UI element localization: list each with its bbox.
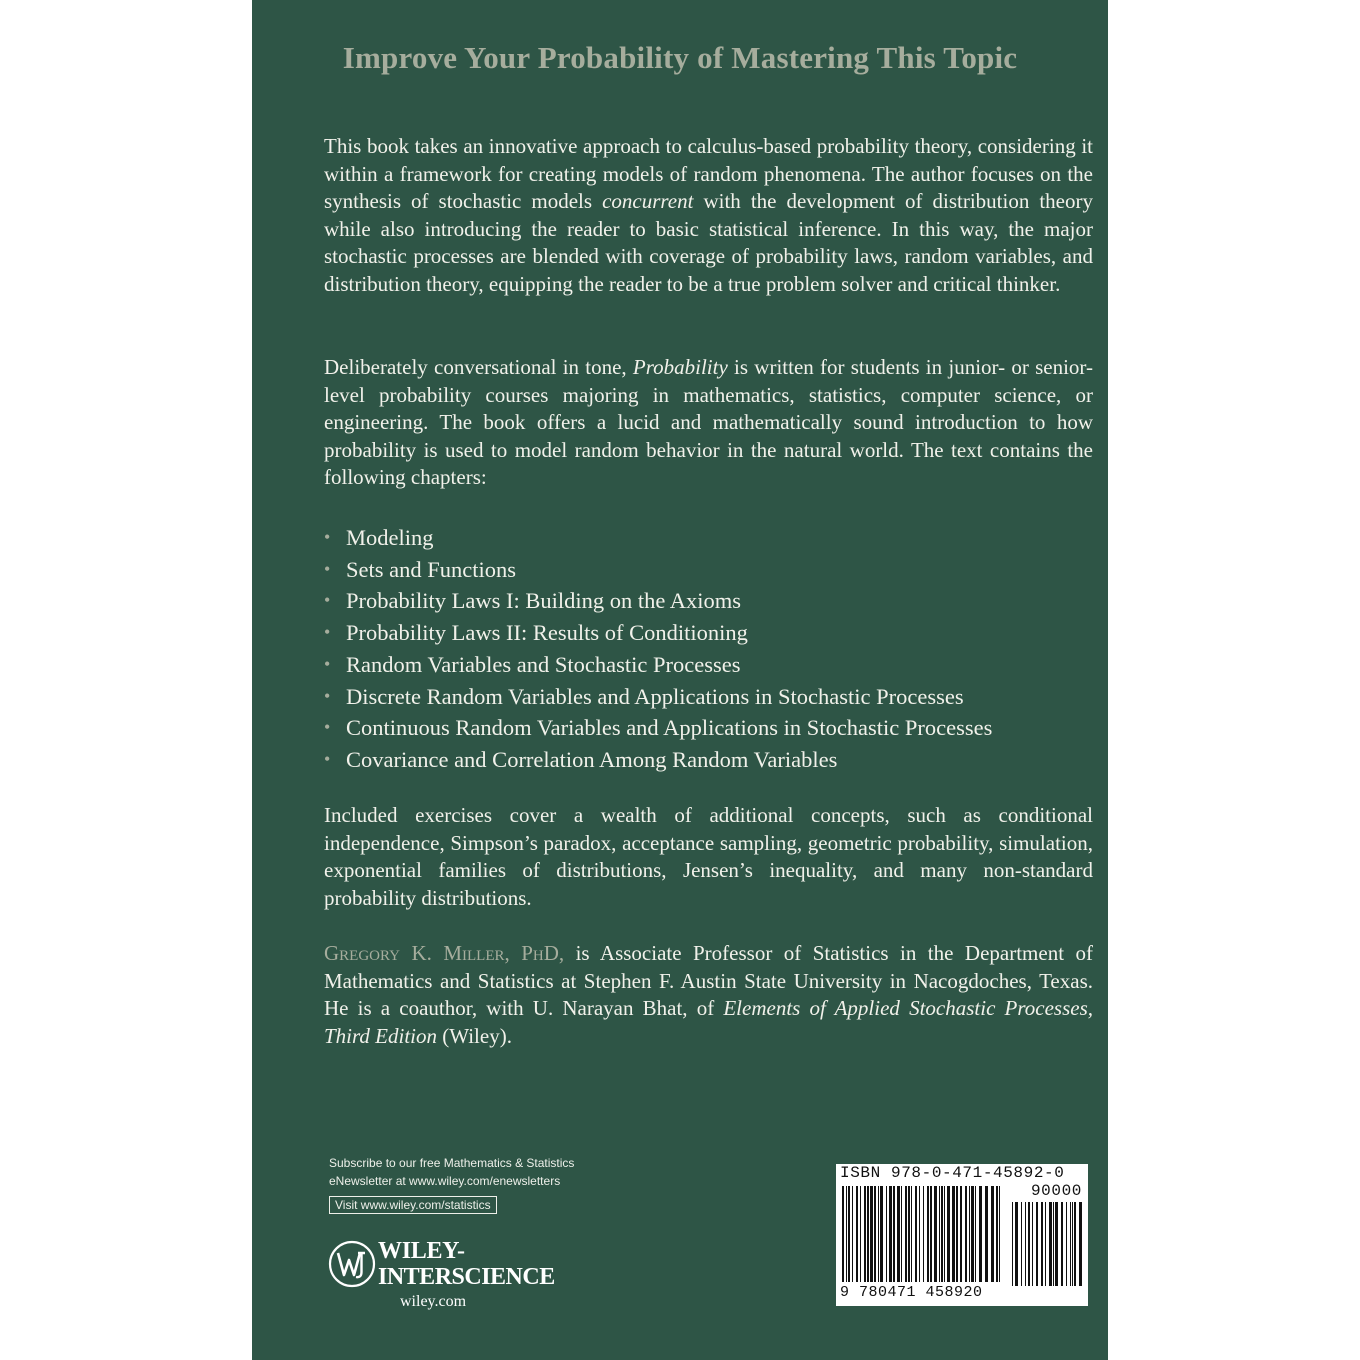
logo-line: INTERSCIENCE (378, 1264, 555, 1290)
barcode-bar (941, 1186, 943, 1282)
barcode-bar (897, 1186, 900, 1282)
barcode-bar (996, 1186, 998, 1282)
bullet-icon: • (324, 717, 331, 738)
newsletter-line: Subscribe to our free Mathematics & Statistics (329, 1156, 575, 1170)
exercises-paragraph: Included exercises cover a wealth of additional concepts, such as conditional independence, Simpson’s paradox, acceptance sampling, geometric probability, simulation, exponential families of distributions, Jensen’s inequality, and many non-standard probability distributions. (324, 803, 1093, 910)
bullet-icon: • (324, 685, 331, 706)
barcode-bar (1072, 1202, 1073, 1286)
barcode-bar (880, 1186, 883, 1282)
barcode-bar (886, 1186, 887, 1282)
barcode-bar (979, 1186, 982, 1282)
bullet-icon: • (324, 622, 331, 643)
barcode-bar (991, 1186, 994, 1282)
chapter-title: Probability Laws II: Results of Conditioning (346, 620, 748, 646)
chapter-item (324, 712, 1104, 744)
chapter-item (324, 585, 1104, 617)
barcode-bar (944, 1186, 945, 1282)
text-run: with the development of distribution theory while also introducing the reader to basic statistical inference. In this way, the major stochastic processes are blended with coverage of probability laws, random variables, and distribution theory, equipping the reader to be a true problem solver and critical thinker. (324, 189, 1093, 296)
barcode-bar (939, 1186, 940, 1282)
bullet-icon: • (324, 527, 331, 547)
barcode-bar (901, 1186, 902, 1282)
bullet-icon: • (324, 653, 331, 674)
barcode-bar (927, 1186, 929, 1282)
description-paragraph-1 (324, 133, 1093, 299)
logo-line: WILEY- (378, 1238, 465, 1264)
barcode-bar (870, 1186, 873, 1282)
barcode-bar (1028, 1202, 1030, 1286)
barcode-bar (867, 1186, 869, 1282)
barcode-bar (856, 1186, 858, 1282)
bullet-icon: • (324, 748, 331, 769)
visit-website-link[interactable]: Visit www.wiley.com/statistics (329, 1196, 497, 1214)
barcode-bar (1012, 1202, 1013, 1286)
barcode-bar (975, 1186, 976, 1282)
barcode-bar (864, 1186, 866, 1282)
related-book-title: Elements of Applied Stochastic Processes, Third Edition (324, 996, 1093, 1048)
barcode-bar (934, 1186, 937, 1282)
text-run: is written for students in junior- or senior-level probability courses majoring in mathematics, statistics, computer science, or engineering. The book offers a lucid and mathematically sound introduction to how probability is used to model random behavior in the natural world. The text contains the following chapters: (324, 355, 1093, 490)
chapter-title: Covariance and Correlation Among Random Variables (346, 746, 838, 772)
chapter-item (324, 617, 1104, 649)
text-run: is Associate Professor of Statistics in the Department of Mathematics and Statistics at Stephen F. Austin State University in Nacogdoches, Texas. He is a coauthor, with U. Narayan Bhat, of (324, 941, 1093, 1021)
book-title-emphasis: Probability (632, 355, 728, 379)
barcode-bar (860, 1186, 861, 1282)
barcode-bar (1053, 1202, 1054, 1286)
barcode-bar (1021, 1202, 1022, 1286)
chapter-title: Continuous Random Variables and Applications in Stochastic Processes (346, 715, 993, 741)
bullet-icon: • (324, 590, 331, 611)
barcode-bar (1036, 1202, 1038, 1286)
author-bio (324, 940, 1093, 1050)
price-addon-code: 90000 (1030, 1182, 1082, 1200)
publisher-website: wiley.com (400, 1293, 467, 1310)
barcode-bar (965, 1186, 967, 1282)
author-name: Gregory K. Miller, PhD, (324, 941, 565, 965)
text-run: Deliberately conversational in tone, (324, 355, 633, 379)
chapter-item (324, 649, 1104, 681)
barcode-digits: 9 780471 458920 (840, 1284, 983, 1301)
barcode-bar (889, 1186, 892, 1282)
barcode-bar (846, 1186, 847, 1282)
barcode-bar (1045, 1202, 1046, 1286)
chapter-item (324, 522, 1104, 554)
barcode-bar (1025, 1202, 1026, 1286)
barcode-bar (960, 1186, 962, 1282)
barcode-bar (930, 1186, 932, 1282)
barcode-bar (905, 1186, 907, 1282)
chapter-item (324, 681, 1104, 713)
barcode-bar (908, 1186, 910, 1282)
chapter-title: Probability Laws I: Building on the Axioms (346, 588, 741, 614)
barcode-bar (919, 1186, 920, 1282)
barcode-bar (1041, 1202, 1043, 1286)
chapter-item (324, 554, 1104, 586)
chapter-title: Random Variables and Stochastic Processes (346, 651, 741, 677)
barcode-bar (915, 1186, 917, 1282)
wiley-logo-icon (328, 1240, 376, 1288)
bullet-icon: • (324, 558, 331, 579)
text-run: (Wiley). (437, 1023, 512, 1048)
barcode-bar (1079, 1202, 1082, 1286)
chapter-title: Sets and Functions (346, 556, 517, 582)
publisher-logo-text (378, 1238, 555, 1290)
barcode-bar (1061, 1202, 1063, 1286)
newsletter-note (329, 1154, 574, 1190)
isbn-barcode (836, 1164, 1088, 1306)
barcode-bar (1070, 1202, 1071, 1286)
barcode-bar (878, 1186, 879, 1282)
barcode-bar (956, 1186, 958, 1282)
barcode-bar (1066, 1202, 1067, 1286)
chapter-list (324, 522, 1104, 776)
barcode-bar (952, 1186, 955, 1282)
barcode-bar (1015, 1202, 1018, 1286)
barcode-bar (893, 1186, 895, 1282)
chapter-item (324, 744, 1104, 776)
chapter-title: Discrete Random Variables and Applications in Stochastic Processes (346, 683, 964, 709)
barcode-bar (985, 1186, 988, 1282)
barcode-bar (971, 1186, 974, 1282)
book-back-cover (252, 0, 1108, 1360)
barcode-bar (1055, 1202, 1058, 1286)
barcode-bar (969, 1186, 970, 1282)
chapter-title: Modeling (346, 525, 434, 550)
barcode-bar (852, 1186, 853, 1282)
newsletter-line: eNewsletter at www.wiley.com/enewsletters (329, 1174, 561, 1188)
text-run: This book takes an innovative approach to calculus-based probability theory, considering it within a framework for creating models of random phenomena. The author focuses on the synthesis of stochastic models (324, 134, 1093, 214)
barcode-bar (947, 1186, 950, 1282)
cover-headline: Improve Your Probability of Mastering This Topic (342, 40, 1018, 75)
barcode-bar (1049, 1202, 1052, 1286)
barcode-bar (1074, 1202, 1076, 1286)
barcode-bar (999, 1186, 1000, 1282)
description-paragraph-2 (324, 354, 1093, 492)
barcode-bar (923, 1186, 924, 1282)
barcode-bar (911, 1186, 912, 1282)
emphasis-text: concurrent (602, 189, 694, 214)
barcode-bar (848, 1186, 850, 1282)
barcode-bar (842, 1186, 844, 1282)
isbn-number: ISBN 978-0-471-45892-0 (840, 1164, 1065, 1182)
barcode-bar (1032, 1202, 1033, 1286)
barcode-bar (874, 1186, 876, 1282)
